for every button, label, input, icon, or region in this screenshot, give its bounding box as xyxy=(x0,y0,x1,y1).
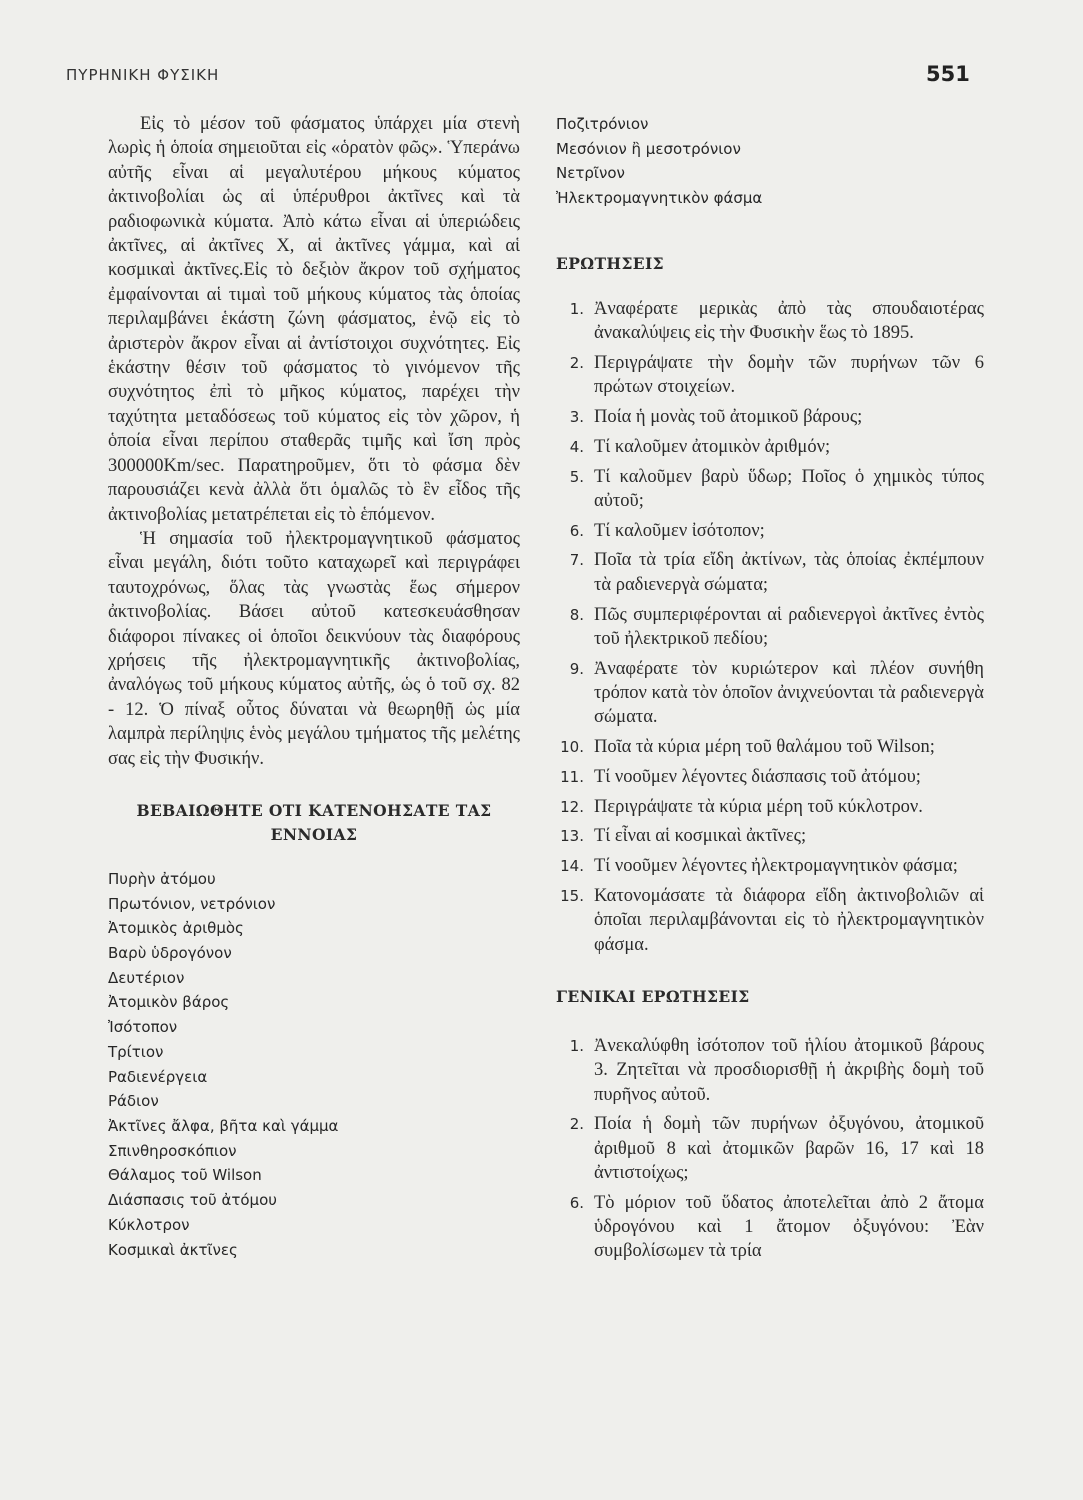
question-text: Τί καλοῦμεν ἰσότοπον; xyxy=(594,520,765,541)
question-number: 5. xyxy=(569,467,584,486)
questions-list xyxy=(556,297,984,957)
question-text: Τί εἶναι αἱ κοσμικαὶ ἀκτῖνες; xyxy=(594,826,807,847)
question-number: 8. xyxy=(569,605,584,624)
concept-item: Σπινθηροσκόπιον xyxy=(108,1141,237,1160)
question-item xyxy=(556,854,984,878)
question-number: 10. xyxy=(560,738,584,757)
general-question-item xyxy=(556,1112,984,1185)
question-text: Ποῖα τὰ κύρια μέρη τοῦ θαλάμου τοῦ Wilson; xyxy=(594,737,935,758)
concept-item: Θάλαμος τοῦ Wilson xyxy=(108,1166,262,1185)
question-text: Ἀναφέρατε τὸν κυριώτερον καὶ πλέον συνήθη τρόπον κατὰ τὸν ὁποῖον ἀνιχνεύονται τὰ ραδιενεργὰ σώματα. xyxy=(594,658,984,728)
question-item xyxy=(556,351,984,400)
question-number: 1. xyxy=(569,299,584,318)
question-text: Τί νοοῦμεν λέγοντες διάσπασις τοῦ ἀτόμου; xyxy=(594,766,921,787)
question-number: 15. xyxy=(560,887,584,906)
concept-item: Ραδιενέργεια xyxy=(108,1067,208,1086)
left-column xyxy=(108,112,520,1262)
question-number: 4. xyxy=(569,437,584,456)
body-paragraph: Ἡ σημασία τοῦ ἠλεκτρομαγνητικοῦ φάσματος εἶναι μεγάλη, διότι τοῦτο καταχωρεῖ καὶ περιγράφει ταυτοχρόνως, ὅλας τὰς γνωστὰς ἕως σήμερον ἀκτινοβολίας. Βάσει αὐτοῦ κατεσκευάσθησαν διάφοροι πίνακες οἱ ὁποῖοι δεικνύουν τὰς διαφόρους χρήσεις τῆς ἠλεκτρομαγνητικῆς ἀκτινοβολίας, ἀναλόγως τοῦ μήκους κύματος αὐτῆς, ὡς ὁ τοῦ σχ. 82 - 12. Ὁ πίναξ οὗτος δύναται νὰ θεωρηθῇ ὡς μία λαμπρὰ περίληψις ἑνὸς μεγάλου τμήματος τῆς μελέτης σας εἰς τὴν Φυσικήν. xyxy=(108,528,520,769)
concept-item: Ἀτομικὸς ἀριθμὸς xyxy=(108,919,244,938)
question-number: 9. xyxy=(569,659,584,678)
concept-item: Τρίτιον xyxy=(108,1042,164,1061)
question-text: Τί καλοῦμεν ἀτομικὸν ἀριθμόν; xyxy=(594,436,831,457)
question-text: Τὸ μόριον τοῦ ὕδατος ἀποτελεῖται ἀπὸ 2 ἄτομα ὑδρογόνου καὶ 1 ἄτομον ὀξυγόνου: Ἐὰν συμβολίσωμεν τὰ τρία xyxy=(594,1192,984,1262)
concept-item: Ράδιον xyxy=(108,1092,159,1111)
question-number: 6. xyxy=(569,521,584,540)
concept-item: Πρωτόνιον, νετρόνιον xyxy=(108,894,276,913)
concept-item: Βαρὺ ὑδρογόνον xyxy=(108,944,232,963)
page-number: 551 xyxy=(926,62,970,86)
question-text: Ἀναφέρατε μερικὰς ἀπὸ τὰς σπουδαιοτέρας ἀνακαλύψεις εἰς τὴν Φυσικὴν ἕως τὸ 1895. xyxy=(594,298,984,344)
concept-item: Πυρὴν ἀτόμου xyxy=(108,869,216,888)
question-number: 2. xyxy=(569,353,584,372)
question-number: 3. xyxy=(569,408,584,426)
general-question-item xyxy=(556,1034,984,1107)
question-text: Περιγράψατε τὴν δομὴν τῶν πυρήνων τῶν 6 πρώτων στοιχείων. xyxy=(594,352,984,398)
question-text: Ποῖα τὰ τρία εἴδη ἀκτίνων, τὰς ὁποίας ἐκπέμπουν τὰ ραδιενεργὰ σώματα; xyxy=(594,550,984,595)
question-text: Ἀνεκαλύφθη ἰσότοπον τοῦ ἡλίου ἀτομικοῦ βάρους 3. Ζητεῖται νὰ προσδιορισθῇ ἡ ἀκριβὴς δομὴ τοῦ πυρῆνος αὐτοῦ. xyxy=(594,1035,984,1105)
question-item xyxy=(556,884,984,957)
terms-list xyxy=(556,112,984,211)
term-item: Ἠλεκτρομαγνητικὸν φάσμα xyxy=(556,189,763,208)
concept-item: Ἀκτῖνες ἄλφα, βῆτα καὶ γάμμα xyxy=(108,1117,339,1135)
concept-item: Δευτέριον xyxy=(108,968,185,987)
question-item xyxy=(556,405,984,429)
general-questions-heading: ΓΕΝΙΚΑΙ ΕΡΩΤΗΣΕΙΣ xyxy=(556,986,750,1006)
question-text: Περιγράψατε τὰ κύρια μέρη τοῦ κύκλοτρον. xyxy=(594,796,923,817)
questions-heading: ΕΡΩΤΗΣΕΙΣ xyxy=(556,253,665,273)
question-item xyxy=(556,795,984,819)
question-text: Ποία ἡ δομὴ τῶν πυρήνων ὀξυγόνου, ἀτομικοῦ ἀριθμοῦ 8 καὶ ἀτομικῶν βαρῶν 16, 17 καὶ 18 ἀντιστοίχως; xyxy=(594,1114,984,1183)
question-number: 13. xyxy=(560,827,584,846)
term-item: Νετρῖνον xyxy=(556,164,625,183)
question-text: Πῶς συμπεριφέρονται αἱ ραδιενεργοὶ ἀκτῖνες ἐντὸς τοῦ ἠλεκτρικοῦ πεδίου; xyxy=(594,604,984,649)
question-item xyxy=(556,657,984,730)
running-head: ΠΥΡΗΝΙΚΗ ΦΥΣΙΚΗ xyxy=(66,66,220,84)
concepts-list xyxy=(108,867,520,1262)
concept-item: Ἰσότοπον xyxy=(108,1018,178,1037)
question-text: Τί καλοῦμεν βαρὺ ὕδωρ; Ποῖος ὁ χημικὸς τύπος αὐτοῦ; xyxy=(594,466,984,511)
question-item xyxy=(556,465,984,514)
concept-item: Κύκλοτρον xyxy=(108,1215,190,1234)
question-item xyxy=(556,765,984,789)
question-item xyxy=(556,297,984,346)
question-item xyxy=(556,519,984,543)
right-column xyxy=(556,112,984,1269)
concepts-heading: ΒΕΒΑΙΩΘΗΤΕ ΟΤΙ ΚΑΤΕΝΟΗΣΑΤΕ ΤΑΣ ΕΝΝΟΙΑΣ xyxy=(136,800,492,844)
question-text: Ποία ἡ μονὰς τοῦ ἀτομικοῦ βάρους; xyxy=(594,407,863,427)
question-text: Τί νοοῦμεν λέγοντες ἠλεκτρομαγνητικὸν φάσμα; xyxy=(594,856,958,877)
general-question-item xyxy=(556,1191,984,1264)
question-item xyxy=(556,435,984,459)
question-number: 7. xyxy=(569,551,584,570)
term-item: Μεσόνιον ἢ μεσοτρόνιον xyxy=(556,139,741,158)
body-paragraph: Εἰς τὸ μέσον τοῦ φάσματος ὑπάρχει μία στενὴ λωρὶς ἡ ὁποία σημειοῦται εἰς «ὁρατὸν φῶς». Ὑπεράνω αὐτῆς εἶναι αἱ μεγαλυτέρου μήκους κύματος ἀκτινοβολίαι ὡς αἱ ὑπέρυθροι ἀκτῖνες καὶ τὰ ραδιοφωνικὰ κύματα. Ἀπὸ κάτω εἶναι αἱ ὑπεριώδεις ἀκτῖνες, αἱ ἀκτῖνες X, αἱ ἀκτῖνες γάμμα, καὶ αἱ κοσμικαὶ ἀκτῖνες.Εἰς τὸ δεξιὸν ἄκρον τοῦ σχήματος ἐμφαίνονται αἱ τιμαὶ τοῦ μήκους κύματος τὰς ὁποίας περιλαμβάνει ἑκάστη ζώνη φάσματος, ἐνῷ εἰς τὸ ἀριστερὸν ἄκρον εἶναι αἱ ἀντίστοιχοι συχνότητες. Εἰς ἑκάστην θέσιν τοῦ φάσματος τὸ γινόμενον τῆς συχνότητος ἐπὶ τὸ μῆκος κύματος, παρέχει τὴν ταχύτητα μεταδόσεως τοῦ κύματος εἰς τὸν χῶρον, ἡ ὁποία εἶναι περίπου σταθερᾶς τιμῆς καὶ ἴση πρὸς 300000Km/sec. Παρατηροῦμεν, ὅτι τὸ φάσμα δὲν παρουσιάζει κενὰ ἀλλὰ ὅτι ὁμαλῶς τὸ ἓν εἶδος τῆς ἀκτινοβολίας μετατρέπεται εἰς τὸ ἑπόμενον. xyxy=(108,114,520,525)
general-questions-list xyxy=(556,1034,984,1264)
question-number: 6. xyxy=(569,1193,584,1212)
question-number: 11. xyxy=(560,767,584,786)
concept-item: Διάσπασις τοῦ ἀτόμου xyxy=(108,1191,277,1210)
term-item: Ποζιτρόνιον xyxy=(556,115,649,133)
question-number: 14. xyxy=(560,857,584,876)
question-text: Κατονομάσατε τὰ διάφορα εἴδη ἀκτινοβολιῶν αἱ ὁποῖαι περιλαμβάνονται εἰς τὸ ἠλεκτρομαγνητικὸν φάσμα. xyxy=(594,886,984,955)
question-number: 1. xyxy=(569,1036,584,1055)
concept-item: Ἀτομικὸν βάρος xyxy=(108,993,230,1012)
question-number: 2. xyxy=(569,1115,584,1134)
question-item xyxy=(556,603,984,652)
concept-item: Κοσμικαὶ ἀκτῖνες xyxy=(108,1240,238,1259)
question-item xyxy=(556,735,984,759)
question-item xyxy=(556,824,984,848)
question-number: 12. xyxy=(560,797,584,816)
question-item xyxy=(556,548,984,597)
